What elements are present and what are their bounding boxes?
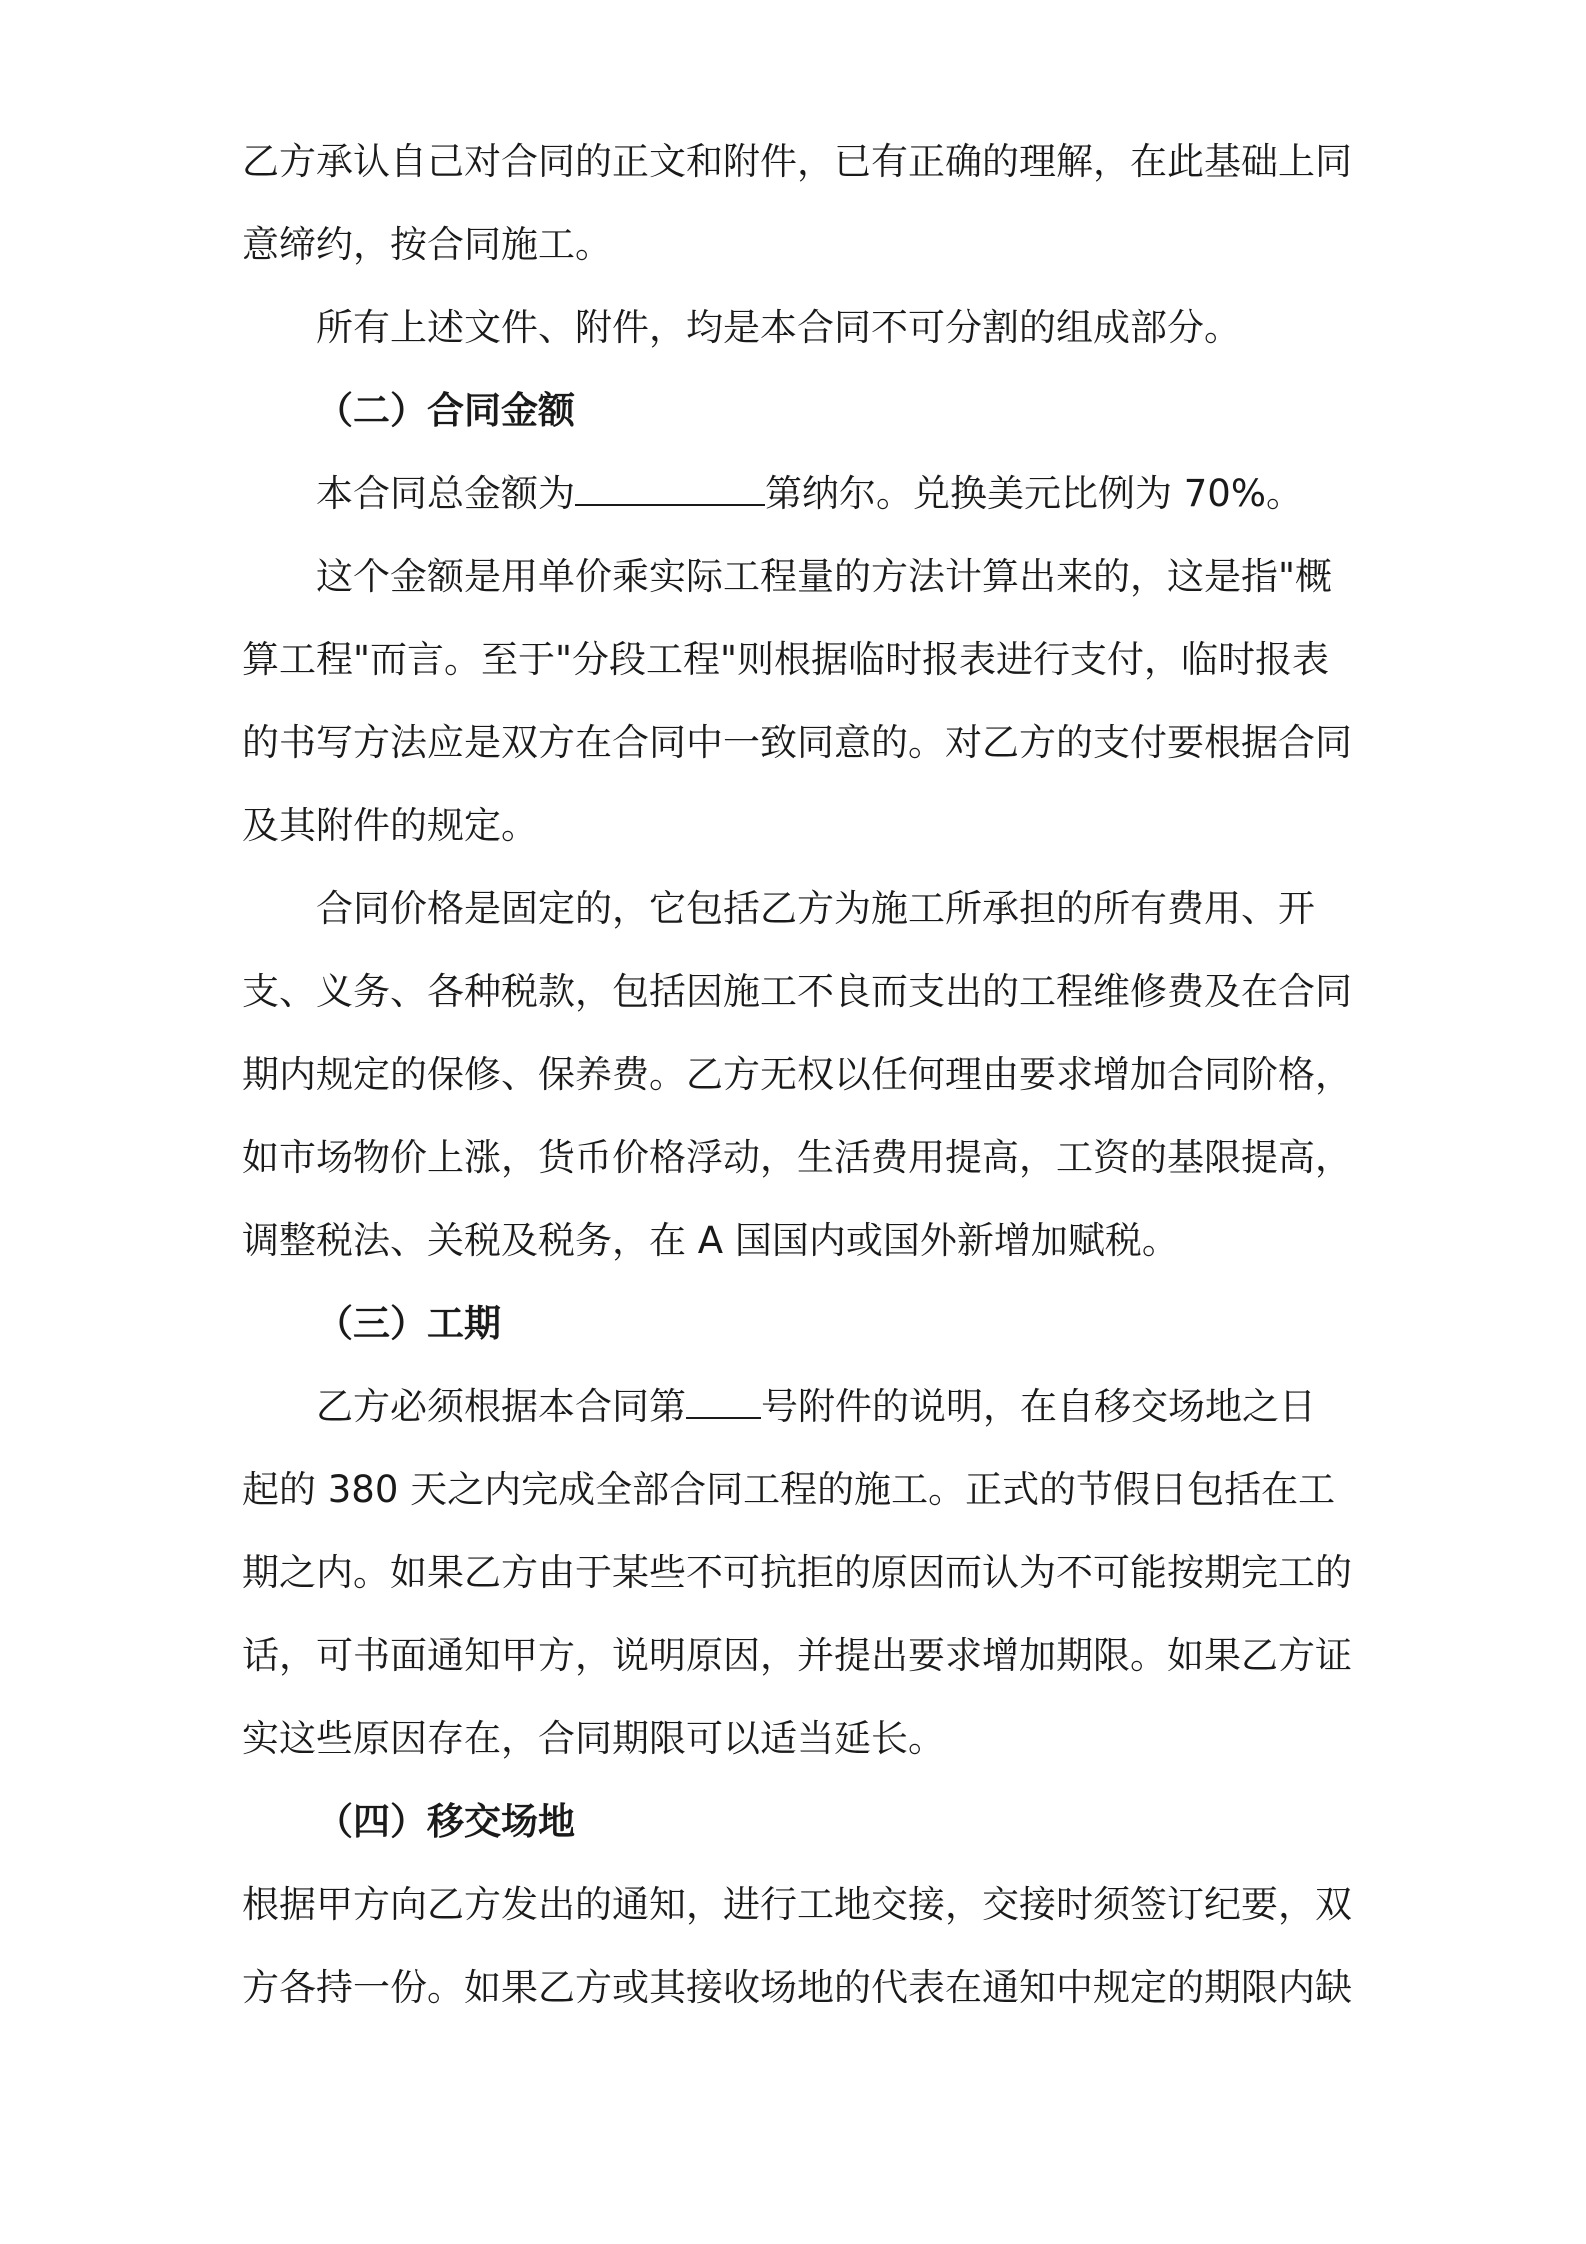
heading-site-handover: （四）移交场地	[316, 1800, 575, 1843]
paragraph-calculation: 这个金额是用单价乘实际工程量的方法计算出来的，这是指"概算工程"而言。至于"分段工程"则根据临时报表进行支付，临时报表的书写方法应是双方在合同中一致同意的。对乙方的支付要根据合同及其附件的规定。	[242, 555, 1352, 847]
period-text-after: 号附件的说明，在自移交场地之日起的 380 天之内完成全部合同工程的施工。正式的节假日包括在工期之内。如果乙方由于某些不可抗拒的原因而认为不可能按期完工的话，可书面通知甲方，说明原因，并提出要求增加期限。如果乙方证实这些原因存在，合同期限可以适当延长。	[242, 1385, 1352, 1760]
paragraph-period	[242, 1365, 1352, 1780]
period-text-before: 乙方必须根据本合同第	[316, 1385, 686, 1428]
heading-construction-period: （三）工期	[316, 1302, 501, 1345]
attachment-number-blank-line	[686, 1387, 761, 1419]
paragraph-understanding: 乙方承认自己对合同的正文和附件，已有正确的理解，在此基础上同意缔约，按合同施工。	[242, 140, 1352, 266]
document-page	[242, 120, 1352, 2029]
amount-blank-line	[575, 474, 765, 506]
heading-contract-amount: （二）合同金额	[316, 389, 575, 432]
paragraph-total-amount	[242, 452, 1352, 535]
paragraph-fixed-price: 合同价格是固定的，它包括乙方为施工所承担的所有费用、开支、义务、各种税款，包括因施工不良而支出的工程维修费及在合同期内规定的保修、保养费。乙方无权以任何理由要求增加合同阶格，如市场物价上涨，货币价格浮动，生活费用提高，工资的基限提高，调整税法、关税及税务，在 A 国国内或国外新增加赋税。	[242, 887, 1352, 1262]
paragraph-attachments: 所有上述文件、附件，均是本合同不可分割的组成部分。	[316, 306, 1241, 349]
amount-text-after: 第纳尔。兑换美元比例为 70%。	[765, 472, 1303, 515]
amount-text-before: 本合同总金额为	[316, 472, 575, 515]
paragraph-handover: 根据甲方向乙方发出的通知，进行工地交接，交接时须签订纪要，双方各持一份。如果乙方或其接收场地的代表在通知中规定的期限内缺	[242, 1883, 1352, 2009]
